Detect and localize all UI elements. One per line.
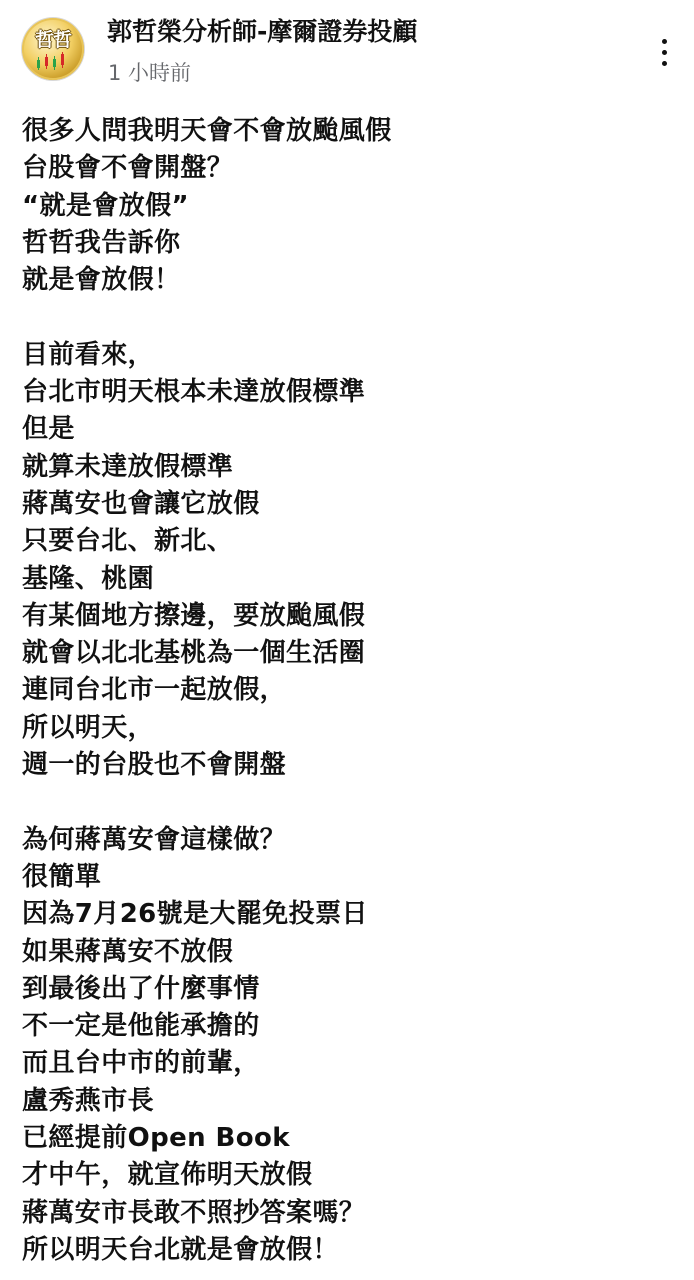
post-text-line: 很多人問我明天會不會放颱風假 bbox=[22, 116, 392, 146]
post-text-line: 不一定是他能承擔的 bbox=[22, 1011, 260, 1042]
vertical-ellipsis-icon bbox=[662, 39, 667, 44]
post-timestamp[interactable]: 1 小時前 bbox=[108, 61, 192, 85]
post-text-line: 所以明天台北就是會放假！ bbox=[22, 1234, 339, 1265]
post-body bbox=[22, 113, 672, 1269]
post-text-line: 所以明天， bbox=[22, 712, 155, 743]
post-text-line: 蔣萬安也會讓它放假 bbox=[22, 488, 260, 519]
post-text-line: 就會以北北基桃為一個生活圈 bbox=[22, 638, 366, 669]
post-text-line: 如果蔣萬安不放假 bbox=[22, 936, 234, 967]
post-text-line: 只要台北、新北、 bbox=[22, 526, 234, 557]
post-text-line: 有某個地方擦邊，要放颱風假 bbox=[22, 600, 366, 631]
post-text-line: “就是會放假” bbox=[22, 190, 189, 221]
post-text-line: 台股會不會開盤？ bbox=[22, 153, 234, 184]
post-text-line: 已經提前Open Book bbox=[22, 1123, 290, 1154]
post-text-line: 週一的台股也不會開盤 bbox=[22, 750, 287, 781]
post-text-line: 哲哲我告訴你 bbox=[22, 227, 181, 258]
author-name[interactable]: 郭哲榮分析師-摩爾證券投顧 bbox=[107, 17, 418, 46]
vertical-ellipsis-icon bbox=[662, 50, 667, 55]
post-text-line: 而且台中市的前輩， bbox=[22, 1048, 260, 1079]
post-text-line: 就算未達放假標準 bbox=[22, 451, 234, 482]
more-options-button[interactable] bbox=[647, 31, 681, 73]
post-text-line: 蔣萬安市長敢不照抄答案嗎？ bbox=[22, 1197, 366, 1228]
post-text-line: 盧秀燕市長 bbox=[22, 1085, 155, 1116]
vertical-ellipsis-icon bbox=[662, 61, 667, 66]
post-text-line: 基隆、桃園 bbox=[22, 563, 155, 594]
avatar[interactable] bbox=[22, 18, 84, 80]
post-text-line: 就是會放假！ bbox=[22, 265, 181, 296]
post-text-line: 才中午，就宣佈明天放假 bbox=[22, 1160, 313, 1191]
post-text-line: 目前看來， bbox=[22, 339, 155, 370]
candlestick-chart-icon bbox=[32, 52, 74, 70]
paragraph-spacer bbox=[22, 299, 672, 336]
post-text-line: 到最後出了什麼事情 bbox=[22, 973, 260, 1004]
post-text-line: 為何蔣萬安會這樣做？ bbox=[22, 824, 287, 855]
paragraph-spacer bbox=[22, 784, 672, 821]
post-text-line: 台北市明天根本未達放假標準 bbox=[22, 377, 366, 408]
post-header bbox=[0, 0, 694, 100]
avatar-text: 哲哲 bbox=[34, 29, 71, 51]
post-text-line: 但是 bbox=[22, 414, 75, 445]
post-text-line: 連同台北市一起放假， bbox=[22, 675, 287, 706]
post-text-line: 因為7月26號是大罷免投票日 bbox=[22, 899, 368, 930]
post-text-line: 很簡單 bbox=[22, 861, 102, 892]
